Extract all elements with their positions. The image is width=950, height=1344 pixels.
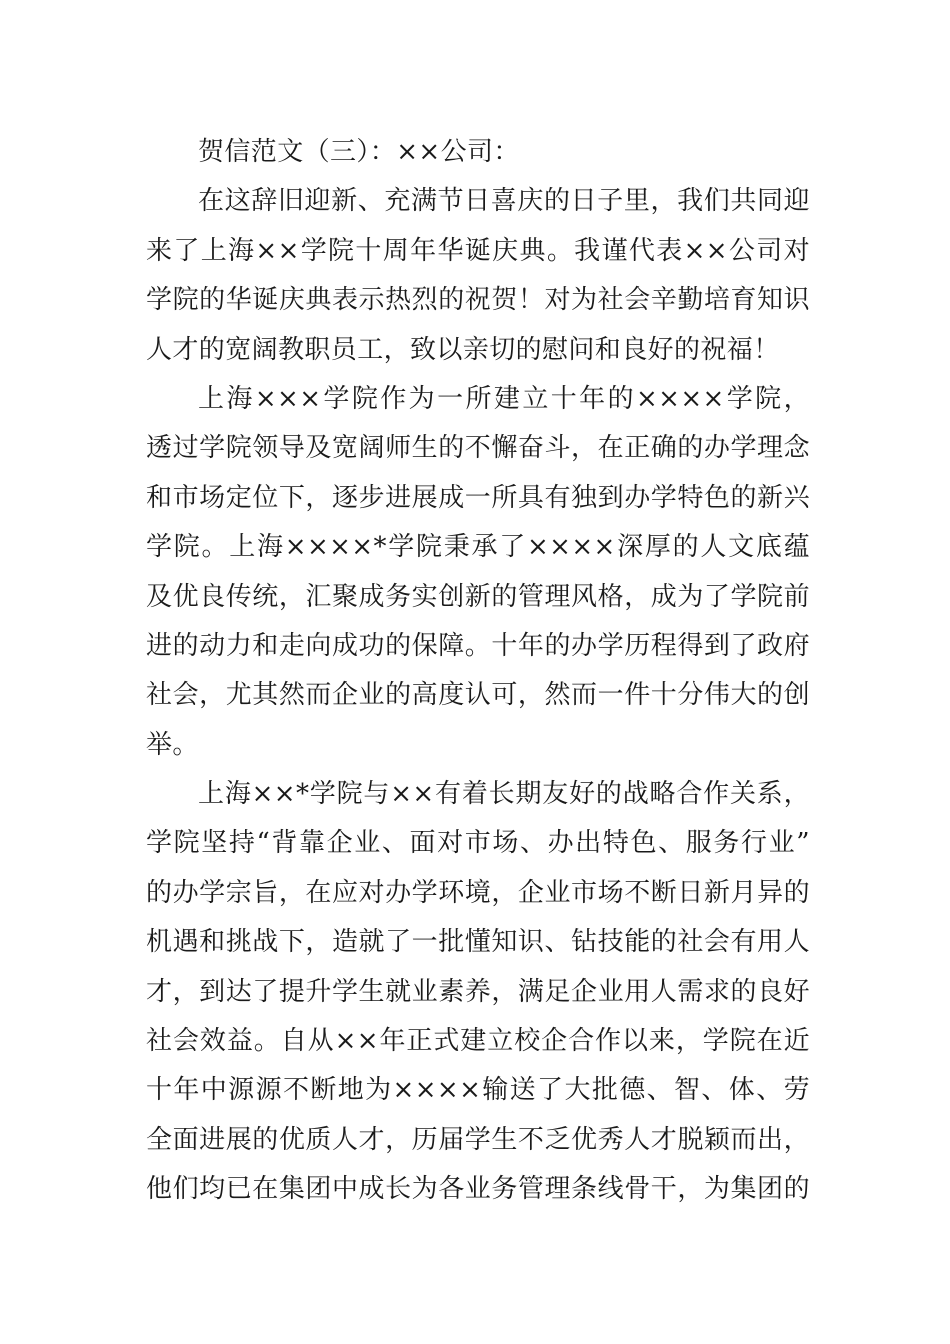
paragraph-3-line-4: 机遇和挑战下，造就了一批懂知识、钻技能的社会有用人 (146, 927, 810, 958)
paragraph-2-line-3: 和市场定位下，逐步进展成一所具有独到办学特色的新兴 (146, 482, 810, 513)
paragraph-3-line-5: 才，到达了提升学生就业素养，满足企业用人需求的良好 (146, 976, 810, 1007)
paragraph-2-line-1: 上海×××学院作为一所建立十年的××××学院， (198, 383, 810, 414)
paragraph-3-line-2: 学院坚持“背靠企业、面对市场、办出特色、服务行业” (146, 828, 810, 859)
paragraph-3-line-1: 上海××*学院与××有着长期友好的战略合作关系， (198, 779, 810, 810)
letter-body (146, 128, 810, 1215)
paragraph-3-line-8: 全面进展的优质人才，历届学生不乏优秀人才脱颖而出， (146, 1124, 810, 1155)
letter-heading-line: 贺信范文（三）：××公司： (198, 137, 520, 167)
paragraph-3-line-9: 他们均已在集团中成长为各业务管理条线骨干，为集团的 (146, 1174, 810, 1205)
paragraph-3-line-3: 的办学宗旨，在应对办学环境，企业市场不断日新月异的 (146, 877, 810, 908)
paragraph-2-line-8: 举。 (146, 729, 199, 760)
paragraph-1-line-2: 来了上海××学院十周年华诞庆典。我谨代表××公司对 (146, 235, 810, 266)
paragraph-2-line-4: 学院。上海××××*学院秉承了××××深厚的人文底蕴 (146, 532, 810, 563)
paragraph-3-line-6: 社会效益。自从××年正式建立校企合作以来，学院在近 (146, 1026, 810, 1057)
paragraph-2-line-2: 透过学院领导及宽阔师生的不懈奋斗，在正确的办学理念 (146, 433, 810, 464)
paragraph-2-line-5: 及优良传统，汇聚成务实创新的管理风格，成为了学院前 (146, 581, 810, 612)
paragraph-2-line-7: 社会，尤其然而企业的高度认可，然而一件十分伟大的创 (146, 680, 810, 711)
paragraph-1-line-1: 在这辞旧迎新、充满节日喜庆的日子里，我们共同迎 (198, 186, 810, 217)
paragraph-1-line-4: 人才的宽阔教职员工，致以亲切的慰问和良好的祝福！ (146, 334, 780, 365)
paragraph-1-line-3: 学院的华诞庆典表示热烈的祝贺！对为社会辛勤培育知识 (146, 285, 810, 316)
paragraph-2-line-6: 进的动力和走向成功的保障。十年的办学历程得到了政府 (146, 630, 810, 661)
paragraph-3-line-7: 十年中源源不断地为××××输送了大批德、智、体、劳 (146, 1075, 810, 1106)
